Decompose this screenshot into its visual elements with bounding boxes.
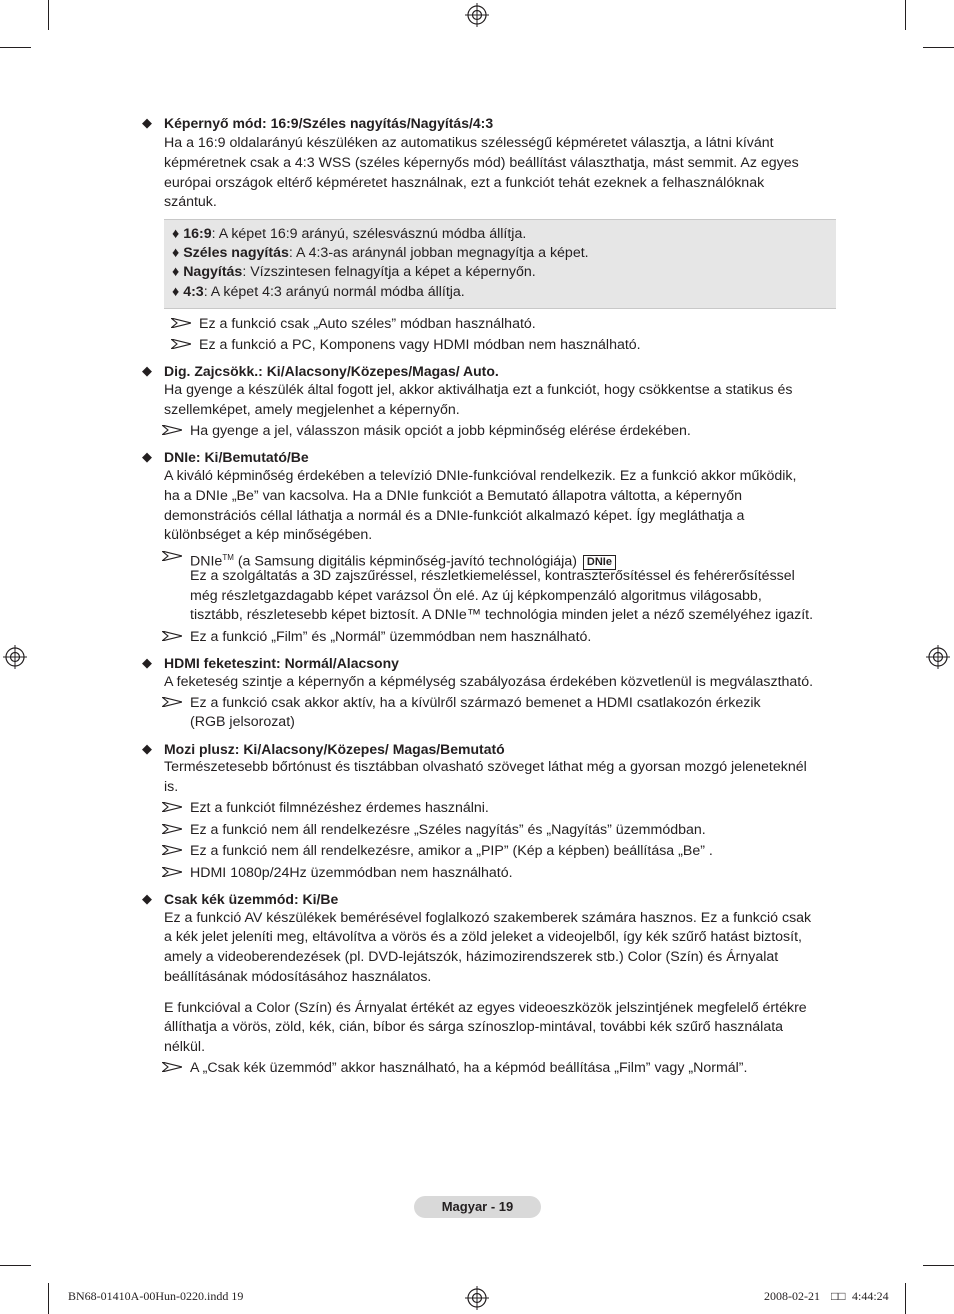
crop-mark bbox=[48, 1283, 49, 1314]
note-text: Ez a funkció csak „Auto széles” módban használható. bbox=[199, 316, 536, 332]
crop-mark bbox=[905, 1283, 906, 1314]
paragraph-line: Ha a 16:9 oldalarányú készüléken az automatikus szélességű képméretet választja, a látni kívánt bbox=[164, 135, 774, 151]
paragraph-line: állíthatja a vörös, zöld, kék, cián, bíbor és sárga színoszlop-mintával, további kék szűrő használata bbox=[164, 1019, 784, 1035]
crop-mark bbox=[923, 47, 954, 48]
note-arrow-icon bbox=[162, 551, 182, 561]
option-desc: : A képet 4:3 arányú normál módba állítja. bbox=[203, 284, 465, 300]
paragraph-line: Természetesebb bőrtónust és tisztábban olvasható szöveget láthat még a gyorsan mozgó jeleneteknél bbox=[164, 759, 807, 775]
paragraph-line: nélkül. bbox=[164, 1039, 206, 1055]
option-line: ♦ Nagyítás: Vízszintesen felnagyítja a képet a képernyőn. bbox=[172, 264, 536, 280]
paragraph-line: is. bbox=[164, 779, 179, 795]
section-heading: HDMI feketeszint: Normál/Alacsony bbox=[164, 655, 399, 671]
paragraph-line: európai országok eltérő képméretet használnak, ezt a funkciót tehát ezeknek a felhasználóknak bbox=[164, 175, 765, 191]
paragraph-line: Ha gyenge a készülék által fogott jel, akkor aktiválhatja ezt a funkciót, hogy csökkentse a statikus és bbox=[164, 382, 793, 398]
crop-mark bbox=[0, 1265, 31, 1266]
option-desc: : A képet 16:9 arányú, szélesvásznú módba állítja. bbox=[211, 226, 527, 242]
paragraph-line: beállításának módosításához használatos. bbox=[164, 969, 432, 985]
note-text: Ez a funkció csak akkor aktív, ha a kívülről származó bemenet a HDMI csatlakozón érkezik bbox=[190, 695, 761, 711]
paragraph-line: a kék jelet jeleníti meg, eltávolítva a vörös és a zöld jeleket a videojelből, így kék szűrő hatást biztosít, bbox=[164, 929, 802, 945]
section-heading: DNIe: Ki/Bemutató/Be bbox=[164, 449, 309, 465]
paragraph-line: szántuk. bbox=[164, 194, 217, 210]
note-text: tisztább, részletesebb képet biztosít. A DNIe™ technológia minden jelet a néző személyéhez igazít. bbox=[190, 607, 814, 623]
note-arrow-icon bbox=[162, 845, 182, 855]
note-arrow-icon bbox=[162, 425, 182, 435]
file-name: BN68-01410A-00Hun-0220.indd 19 bbox=[68, 1289, 244, 1303]
note-text: Ez a funkció nem áll rendelkezésre, amikor a „PIP” (Kép a képben) beállítása „Be” . bbox=[190, 843, 713, 859]
section-heading: Mozi plusz: Ki/Alacsony/Közepes/ Magas/Bemutató bbox=[164, 741, 505, 757]
paragraph-line: ha a DNIe „Be” van kacsolva. Ha a DNIe funkciót a Bemutató állapotra váltotta, a képernyőn bbox=[164, 488, 743, 504]
paragraph-line: Ez a funkció AV készülékek bemérésével foglalkozó szakemberek számára hasznos. Ez a funkció csak bbox=[164, 910, 812, 926]
option-desc: : A 4:3-as aránynál jobban megnagyítja a képet. bbox=[288, 245, 589, 261]
bullet-diamond-icon: ◆ bbox=[142, 891, 152, 906]
note-text: Ez a funkció „Film” és „Normál” üzemmódban nem használható. bbox=[190, 629, 592, 645]
bullet-diamond-icon: ◆ bbox=[142, 449, 152, 464]
section-heading: Dig. Zajcsökk.: Ki/Alacsony/Közepes/Magas/ Auto. bbox=[164, 363, 499, 379]
registration-mark-icon bbox=[3, 645, 27, 669]
option-line: ♦ 4:3: A képet 4:3 arányú normál módba állítja. bbox=[172, 284, 465, 300]
option-line: ♦ Széles nagyítás: A 4:3-as aránynál jobban megnagyítja a képet. bbox=[172, 245, 589, 261]
note-text: Ha gyenge a jel, válasszon másik opciót a jobb képminőség elérése érdekében. bbox=[190, 423, 691, 439]
option-term: 16:9 bbox=[183, 226, 212, 242]
note-text: Ez a szolgáltatás a 3D zajszűréssel, részletkiemeléssel, kontraszterősítéssel és fehérerősítéssel bbox=[190, 568, 795, 584]
registration-mark-icon bbox=[926, 645, 950, 669]
option-term: 4:3 bbox=[183, 284, 204, 300]
page-number-badge: Magyar - 19 bbox=[414, 1196, 541, 1218]
option-term: Nagyítás bbox=[183, 264, 243, 280]
section-heading: Csak kék üzemmód: Ki/Be bbox=[164, 891, 339, 907]
trademark-mark: TM bbox=[222, 553, 234, 562]
dnie-logo: DNIe bbox=[583, 555, 616, 570]
crop-mark bbox=[905, 0, 906, 30]
print-time: 4:44:24 bbox=[852, 1289, 889, 1303]
paragraph-line: A kiváló képminőség érdekében a televízió DNIe-funkcióval rendelkezik. Ez a funkció akkor működik, bbox=[164, 468, 797, 484]
bullet-diamond-icon: ◆ bbox=[142, 363, 152, 378]
note-text: Ez a funkció a PC, Komponens vagy HDMI módban nem használható. bbox=[199, 337, 641, 353]
option-desc: : Vízszintesen felnagyítja a képet a képernyőn. bbox=[242, 264, 536, 280]
note-arrow-icon bbox=[162, 802, 182, 812]
dnie-description: (a Samsung digitális képminőség-javító technológiája) bbox=[233, 553, 577, 570]
note-arrow-icon bbox=[162, 631, 182, 641]
bullet-diamond-icon: ◆ bbox=[142, 655, 152, 670]
option-line: ♦ 16:9: A képet 16:9 arányú, szélesvásznú módba állítja. bbox=[172, 226, 527, 242]
paragraph-line: E funkcióval a Color (Szín) és Árnyalat értékét az egyes videoeszközök jelszintjének megfelelő értékre bbox=[164, 1000, 807, 1016]
option-term: Széles nagyítás bbox=[183, 245, 289, 261]
dnie-label: DNIe bbox=[190, 553, 223, 570]
note-text: Ez a funkció nem áll rendelkezésre „Széles nagyítás” és „Nagyítás” üzemmódban. bbox=[190, 822, 706, 838]
note-arrow-icon bbox=[171, 339, 191, 349]
note-arrow-icon bbox=[162, 697, 182, 707]
note-text: Ezt a funkciót filmnézéshez érdemes használni. bbox=[190, 800, 489, 816]
paragraph-line: képméretnek csak a 4:3 WSS (széles képernyős mód) beállítást választhatja, mást semmit. Az egyes bbox=[164, 155, 799, 171]
crop-mark bbox=[0, 47, 31, 48]
crop-mark bbox=[923, 1265, 954, 1266]
print-ampm: □□ bbox=[831, 1289, 846, 1303]
paragraph-line: amely a videoberendezések (pl. DVD-lejátszók, házimozirendszerek stb.) Color (Szín) és Árnyalat bbox=[164, 949, 779, 965]
note-arrow-icon bbox=[162, 867, 182, 877]
note-text: (RGB jelsorozat) bbox=[190, 714, 295, 730]
note-text: A „Csak kék üzemmód” akkor használható, ha a képmód beállítása „Film” vagy „Normál”. bbox=[190, 1060, 748, 1076]
note-arrow-icon bbox=[162, 824, 182, 834]
paragraph-line: szellemképet, amely megjelenhet a képernyőn. bbox=[164, 402, 460, 418]
note-arrow-icon bbox=[171, 318, 191, 328]
paragraph-line: A feketeség szintje a képernyőn a képmélység szabályozása érdekében közvetlenül is megválasztható. bbox=[164, 674, 814, 690]
registration-mark-icon bbox=[465, 3, 489, 27]
print-date: 2008-02-21 bbox=[764, 1289, 820, 1303]
crop-mark bbox=[48, 0, 49, 30]
paragraph-line: demonstrációs céllal láthatja a normál és a DNIe-funkciót alkalmazó képet. Így megláthatja a bbox=[164, 508, 745, 524]
registration-mark-icon bbox=[465, 1286, 489, 1310]
note-text: HDMI 1080p/24Hz üzemmódban nem használható. bbox=[190, 865, 513, 881]
bullet-diamond-icon: ◆ bbox=[142, 115, 152, 130]
section-heading: Képernyő mód: 16:9/Széles nagyítás/Nagyítás/4:3 bbox=[164, 115, 494, 131]
note-text: még részletgazdagabb képet varázsol Ön elé. Az új képkompenzáló algoritmus világosabb, bbox=[190, 588, 762, 604]
paragraph-line: különbséget a kép minőségében. bbox=[164, 527, 373, 543]
bullet-diamond-icon: ◆ bbox=[142, 741, 152, 756]
note-arrow-icon bbox=[162, 1062, 182, 1072]
